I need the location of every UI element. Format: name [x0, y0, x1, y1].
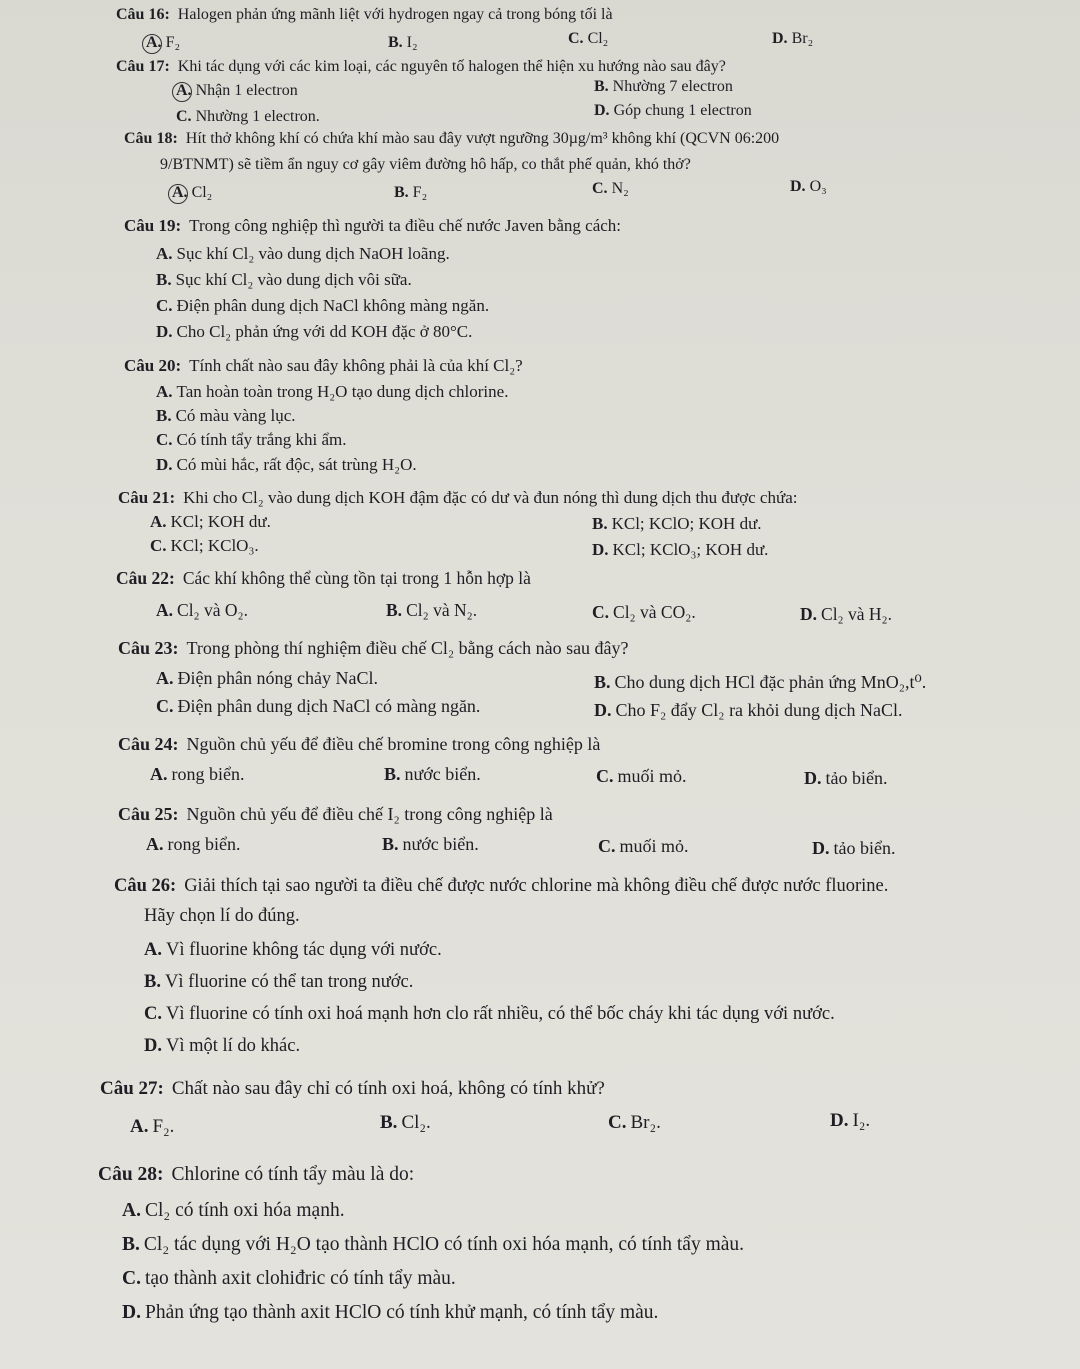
- option-text: F₂.: [152, 1116, 175, 1137]
- question-text: Khi cho Cl₂ vào dung dịch KOH đậm đặc có dư và đun nóng thì dung dịch thu được chứa:: [183, 488, 798, 507]
- option-label: B.: [144, 972, 161, 992]
- option-label: C.: [156, 696, 174, 716]
- option-text: Nhận 1 electron: [195, 82, 298, 99]
- option-text: Cho dung dịch HCl đặc phản ứng MnO₂,t⁰.: [614, 672, 927, 692]
- option-c[interactable]: [568, 30, 608, 48]
- option-label: B.: [594, 672, 611, 692]
- option-label: C.: [592, 602, 610, 622]
- option-label: B.: [156, 270, 172, 289]
- question-18: [124, 130, 779, 148]
- option-b[interactable]: [384, 764, 481, 785]
- question-28: [98, 1164, 414, 1186]
- option-label: D.: [592, 540, 609, 559]
- option-label: C.: [150, 536, 167, 555]
- option-text: Cl₂ và O₂.: [177, 600, 249, 620]
- option-text: rong biển.: [167, 834, 241, 854]
- option-label: D.: [156, 455, 173, 474]
- option-label: B.: [388, 34, 403, 51]
- option-text: Điện phân dung dịch NaCl không màng ngăn.: [176, 296, 490, 315]
- option-d[interactable]: [594, 102, 752, 120]
- question-text: Hãy chọn lí do đúng.: [144, 906, 300, 926]
- option-label: B.: [380, 1112, 398, 1133]
- option-label: D.: [830, 1110, 849, 1131]
- option-d[interactable]: [592, 540, 768, 560]
- question-text: Nguồn chủ yếu để điều chế bromine trong công nghiệp là: [186, 734, 601, 754]
- option-text: Có mùi hắc, rất độc, sát trùng H₂O.: [176, 455, 417, 474]
- option-text: O₃: [809, 178, 827, 195]
- question-text: Chất nào sau đây chỉ có tính oxi hoá, không có tính khử?: [171, 1078, 605, 1099]
- option-label: A.: [156, 244, 173, 263]
- option-label: C.: [592, 180, 608, 197]
- option-label: B.: [122, 1234, 140, 1255]
- question-26: [114, 876, 888, 897]
- option-label: D.: [594, 700, 612, 720]
- option-label: B.: [394, 184, 409, 201]
- option-label: C.: [608, 1112, 627, 1133]
- question-26-cont: [144, 906, 300, 927]
- option-text: Br₂: [791, 30, 814, 47]
- option-text: F₂: [412, 184, 428, 201]
- option-text: Cl₂.: [401, 1112, 431, 1133]
- option-label: A.: [150, 764, 168, 784]
- option-label: A.: [156, 382, 173, 401]
- option-text: muối mỏ.: [619, 836, 689, 856]
- option-text: tảo biển.: [833, 838, 896, 858]
- question-text: 9/BTNMT) sẽ tiềm ẩn nguy cơ gây viêm đường hô hấp, co thắt phế quản, khó thở?: [160, 156, 691, 173]
- question-20: [124, 356, 523, 376]
- option-label: B.: [382, 834, 399, 854]
- option-label: A.: [156, 600, 174, 620]
- question-text: Khi tác dụng với các kim loại, các nguyên tố halogen thể hiện xu hướng nào sau đây?: [177, 58, 726, 75]
- option-a[interactable]: [130, 1116, 174, 1138]
- question-number: Câu 22:: [116, 568, 175, 588]
- question-text: Chlorine có tính tẩy màu là do:: [171, 1164, 415, 1185]
- option-text: Cl₂: [191, 184, 213, 201]
- question-number: Câu 18:: [124, 130, 178, 147]
- question-18-cont: [160, 156, 691, 174]
- question-number: Câu 21:: [118, 488, 176, 507]
- option-c[interactable]: [608, 1112, 661, 1134]
- option-c[interactable]: [156, 296, 489, 316]
- option-c[interactable]: [156, 696, 480, 717]
- question-text: Nguồn chủ yếu để điều chế I₂ trong công nghiệp là: [186, 804, 553, 824]
- option-text: rong biển.: [171, 764, 245, 784]
- option-label: B.: [594, 78, 609, 95]
- question-number: Câu 28:: [98, 1164, 164, 1185]
- question-17: [116, 58, 726, 76]
- option-b[interactable]: [156, 270, 412, 290]
- option-a[interactable]: [150, 764, 244, 785]
- option-c[interactable]: [592, 180, 629, 198]
- option-label: C.: [144, 1004, 162, 1024]
- option-b[interactable]: [594, 672, 926, 693]
- option-text: KCl; KClO₃; KOH dư.: [612, 540, 769, 559]
- option-label: A.: [176, 82, 192, 99]
- option-text: Nhường 1 electron.: [195, 108, 320, 125]
- question-number: Câu 26:: [114, 876, 177, 896]
- option-c[interactable]: [122, 1268, 456, 1290]
- option-text: tảo biển.: [825, 768, 888, 788]
- question-24: [118, 734, 600, 755]
- option-a[interactable]: [146, 34, 180, 52]
- option-d[interactable]: [122, 1302, 658, 1324]
- option-text: N₂: [611, 180, 629, 197]
- option-label: A.: [130, 1116, 149, 1137]
- option-a[interactable]: [156, 600, 248, 621]
- option-d[interactable]: [772, 30, 813, 48]
- option-text: Tan hoàn toàn trong H₂O tạo dung dịch chlorine.: [176, 382, 509, 401]
- option-text: Br₂.: [630, 1112, 661, 1133]
- option-text: Nhường 7 electron: [612, 78, 733, 95]
- option-label: C.: [598, 836, 616, 856]
- option-a[interactable]: [156, 382, 508, 402]
- option-label: C.: [156, 430, 173, 449]
- option-label: D.: [594, 102, 610, 119]
- question-text: Giải thích tại sao người ta điều chế được nước chlorine mà không điều chế được nước fluorine.: [184, 876, 889, 896]
- option-label: A.: [144, 940, 162, 960]
- question-22: [116, 568, 531, 589]
- option-text: Vì fluorine không tác dụng với nước.: [166, 940, 442, 960]
- option-text: Điện phân nóng chảy NaCl.: [177, 668, 378, 688]
- option-text: Sục khí Cl₂ vào dung dịch vôi sữa.: [175, 270, 412, 289]
- option-c[interactable]: [592, 602, 696, 623]
- option-c[interactable]: [144, 1004, 835, 1025]
- option-c[interactable]: [150, 536, 259, 556]
- question-21: [118, 488, 797, 508]
- option-label: D.: [812, 838, 830, 858]
- option-d[interactable]: [594, 700, 903, 721]
- question-text: Trong công nghiệp thì người ta điều chế nước Javen bằng cách:: [189, 216, 622, 235]
- option-d[interactable]: [800, 604, 892, 625]
- option-d[interactable]: [156, 455, 417, 475]
- question-number: Câu 16:: [116, 6, 170, 23]
- option-b[interactable]: [592, 514, 762, 534]
- option-label: B.: [156, 406, 172, 425]
- option-b[interactable]: [380, 1112, 431, 1134]
- option-text: Sục khí Cl₂ vào dung dịch NaOH loãng.: [176, 244, 450, 263]
- option-label: D.: [156, 322, 173, 341]
- option-b[interactable]: [386, 600, 477, 621]
- question-27: [100, 1078, 605, 1100]
- option-text: Điện phân dung dịch NaCl có màng ngăn.: [177, 696, 481, 716]
- option-text: Có màu vàng lục.: [175, 406, 296, 425]
- option-d[interactable]: [144, 1036, 300, 1057]
- option-label: A.: [146, 834, 164, 854]
- option-text: nước biển.: [404, 764, 481, 784]
- option-text: Cl₂ có tính oxi hóa mạnh.: [144, 1200, 345, 1221]
- question-text: Hít thở không khí có chứa khí mào sau đây vượt ngưỡng 30µg/m³ không khí (QCVN 06:200: [185, 130, 780, 147]
- option-c[interactable]: [176, 108, 320, 126]
- question-number: Câu 17:: [116, 58, 170, 75]
- option-b[interactable]: [122, 1234, 744, 1256]
- option-label: C.: [122, 1268, 141, 1289]
- option-label: C.: [176, 108, 192, 125]
- option-label: D.: [804, 768, 822, 788]
- question-text: Halogen phản ứng mãnh liệt với hydrogen ngay cả trong bóng tối là: [177, 6, 613, 23]
- option-label: A.: [146, 34, 162, 51]
- option-label: B.: [386, 600, 403, 620]
- option-text: I₂.: [852, 1110, 871, 1131]
- option-label: A.: [150, 512, 167, 531]
- option-text: Vì một lí do khác.: [166, 1036, 301, 1056]
- option-label: B.: [592, 514, 608, 533]
- option-a[interactable]: [150, 512, 271, 532]
- option-label: C.: [596, 766, 614, 786]
- option-a[interactable]: [156, 668, 378, 689]
- question-number: Câu 24:: [118, 734, 179, 754]
- option-a[interactable]: [172, 184, 212, 202]
- option-text: F₂: [165, 34, 181, 51]
- option-label: A.: [156, 668, 174, 688]
- option-c[interactable]: [598, 836, 689, 857]
- option-text: nước biển.: [402, 834, 479, 854]
- option-label: A.: [172, 184, 188, 201]
- option-text: Cl₂ tác dụng với H₂O tạo thành HClO có tính oxi hóa mạnh, có tính tẩy màu.: [143, 1234, 745, 1255]
- option-b[interactable]: [382, 834, 479, 855]
- option-label: C.: [156, 296, 173, 315]
- option-text: tạo thành axit clohiđric có tính tẩy màu.: [144, 1268, 456, 1289]
- option-text: Có tính tẩy trắng khi ẩm.: [176, 430, 347, 449]
- question-19: [124, 216, 621, 236]
- option-a[interactable]: [146, 834, 240, 855]
- option-text: I₂: [406, 34, 418, 51]
- option-d[interactable]: [830, 1110, 870, 1132]
- option-label: C.: [568, 30, 584, 47]
- option-label: B.: [384, 764, 401, 784]
- option-d[interactable]: [804, 768, 887, 789]
- question-number: Câu 25:: [118, 804, 179, 824]
- question-text: Trong phòng thí nghiệm điều chế Cl₂ bằng cách nào sau đây?: [186, 638, 629, 658]
- option-text: Cl₂: [587, 30, 609, 47]
- option-text: Cho Cl₂ phản ứng với dd KOH đặc ở 80°C.: [176, 322, 473, 341]
- option-label: D.: [122, 1302, 141, 1323]
- option-text: muối mỏ.: [617, 766, 687, 786]
- option-text: KCl; KOH dư.: [170, 512, 271, 531]
- option-text: Cl₂ và N₂.: [406, 600, 478, 620]
- option-text: Cl₂ và CO₂.: [613, 602, 696, 622]
- option-text: Cho F₂ đẩy Cl₂ ra khỏi dung dịch NaCl.: [615, 700, 903, 720]
- option-text: Vì fluorine có thể tan trong nước.: [164, 972, 414, 992]
- option-label: A.: [122, 1200, 141, 1221]
- option-d[interactable]: [156, 322, 472, 342]
- option-a[interactable]: [176, 82, 298, 100]
- question-23: [118, 638, 629, 659]
- option-c[interactable]: [156, 430, 347, 450]
- option-label: D.: [800, 604, 818, 624]
- option-a[interactable]: [122, 1200, 345, 1222]
- option-d[interactable]: [812, 838, 895, 859]
- question-number: Câu 20:: [124, 356, 182, 375]
- question-text: Các khí không thể cùng tồn tại trong 1 hỗn hợp là: [182, 568, 531, 588]
- option-b[interactable]: [388, 34, 418, 52]
- option-d[interactable]: [790, 178, 827, 196]
- option-text: Phản ứng tạo thành axit HClO có tính khử mạnh, có tính tẩy màu.: [144, 1302, 659, 1323]
- question-25: [118, 804, 553, 825]
- option-a[interactable]: [144, 940, 442, 961]
- question-16: [116, 6, 613, 24]
- option-text: KCl; KClO₃.: [170, 536, 259, 555]
- option-text: Cl₂ và H₂.: [821, 604, 893, 624]
- option-label: D.: [790, 178, 806, 195]
- option-label: D.: [772, 30, 788, 47]
- question-number: Câu 19:: [124, 216, 182, 235]
- option-b[interactable]: [144, 972, 413, 993]
- option-text: Vì fluorine có tính oxi hoá mạnh hơn clo rất nhiều, có thể bốc cháy khi tác dụng với nước.: [166, 1004, 835, 1024]
- question-text: Tính chất nào sau đây không phải là của khí Cl₂?: [189, 356, 523, 375]
- option-label: D.: [144, 1036, 162, 1056]
- option-b[interactable]: [156, 406, 296, 426]
- question-number: Câu 27:: [100, 1078, 164, 1099]
- option-c[interactable]: [596, 766, 687, 787]
- option-b[interactable]: [394, 184, 427, 202]
- option-text: Góp chung 1 electron: [613, 102, 752, 119]
- question-number: Câu 23:: [118, 638, 179, 658]
- option-b[interactable]: [594, 78, 733, 96]
- option-text: KCl; KClO; KOH dư.: [611, 514, 762, 533]
- option-a[interactable]: [156, 244, 450, 264]
